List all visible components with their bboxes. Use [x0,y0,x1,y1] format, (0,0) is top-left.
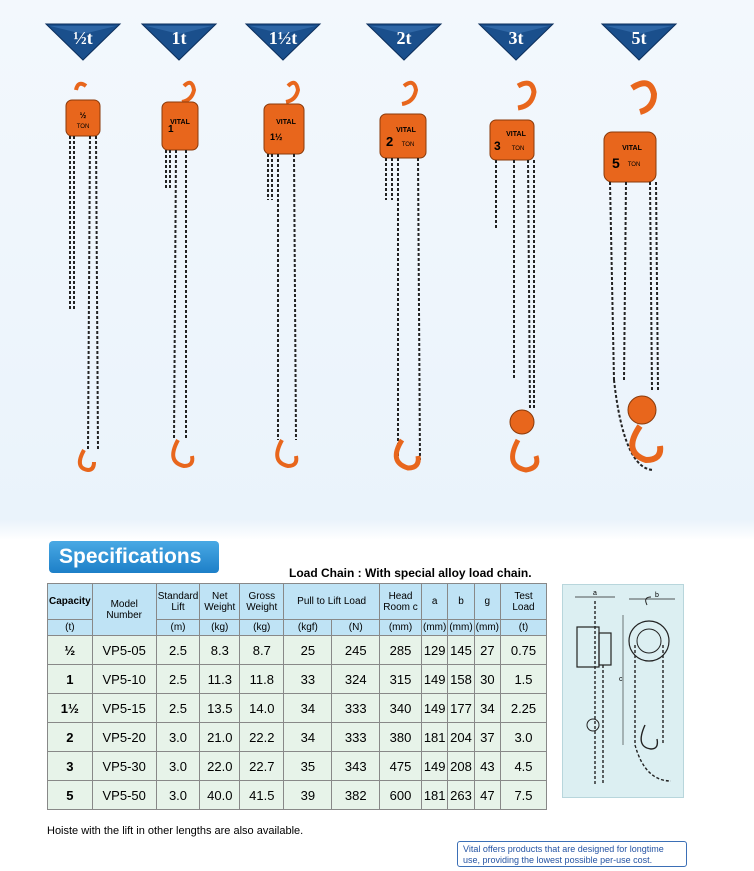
cell-b: 263 [448,781,474,810]
unit-lift: (m) [156,620,200,636]
cell-model: VP5-05 [92,636,156,665]
hoist-2-ton [378,80,428,480]
cell-kgf: 39 [284,781,332,810]
chain-hoist-icon [600,80,670,480]
cell-kgf: 35 [284,752,332,781]
cell-test: 3.0 [501,723,547,752]
cell-a: 149 [422,752,448,781]
cell-lift: 2.5 [156,636,200,665]
cell-a: 181 [422,781,448,810]
cell-gross: 14.0 [240,694,284,723]
cell-lift: 2.5 [156,665,200,694]
hoist-5-ton [600,80,670,480]
cell-test: 1.5 [501,665,547,694]
header-lift: Standard Lift [156,584,200,620]
unit-net: (kg) [200,620,240,636]
unit-pull-kgf: (kgf) [284,620,332,636]
cell-capacity: 1½ [48,694,93,723]
cell-n: 382 [332,781,380,810]
cell-test: 2.25 [501,694,547,723]
cell-b: 208 [448,752,474,781]
cell-g: 43 [474,752,500,781]
header-a: a [422,584,448,620]
hoist-brand: VITAL [396,127,416,134]
hoist-rating: 5 [612,155,620,171]
cell-a: 149 [422,665,448,694]
specifications-heading: Specifications [49,541,219,573]
capacity-badge-half [44,20,122,62]
cell-headroom: 340 [380,694,422,723]
cell-gross: 8.7 [240,636,284,665]
cell-n: 333 [332,694,380,723]
cell-a: 149 [422,694,448,723]
cell-kgf: 34 [284,694,332,723]
header-b: b [448,584,474,620]
cell-kgf: 25 [284,636,332,665]
chain-hoist-icon [156,80,206,480]
cell-net: 13.5 [200,694,240,723]
cell-g: 30 [474,665,500,694]
cell-model: VP5-30 [92,752,156,781]
hoist-unit: TON [401,142,415,148]
hoist-unit: TON [511,146,525,152]
cell-headroom: 475 [380,752,422,781]
cell-lift: 3.0 [156,781,200,810]
cell-model: VP5-20 [92,723,156,752]
specifications-table [47,583,547,810]
hoist-brand: VITAL [170,119,190,126]
unit-g: (mm) [474,620,500,636]
capacity-badge-2 [365,20,443,62]
unit-capacity: (t) [48,620,93,636]
hoist-rating: 3 [494,139,501,153]
capacity-badge-1 [140,20,218,62]
chain-hoist-icon [58,80,108,480]
cell-net: 21.0 [200,723,240,752]
cell-n: 324 [332,665,380,694]
cell-model: VP5-15 [92,694,156,723]
cell-headroom: 315 [380,665,422,694]
cell-gross: 41.5 [240,781,284,810]
cell-kgf: 33 [284,665,332,694]
table-header-row [48,584,547,620]
header-pull: Pull to Lift Load [284,584,380,620]
cell-n: 245 [332,636,380,665]
unit-headroom: (mm) [380,620,422,636]
chain-hoist-icon [488,80,550,480]
table-row [48,665,547,694]
capacity-label: 1½t [268,28,298,48]
hoist-unit: TON [76,124,90,130]
header-gross: Gross Weight [240,584,284,620]
unit-test: (t) [501,620,547,636]
cell-capacity: 1 [48,665,93,694]
capacity-label: ½t [73,28,93,48]
cell-kgf: 34 [284,723,332,752]
chain-hoist-icon [378,80,428,480]
cell-g: 34 [474,694,500,723]
vital-tagline-box: Vital offers products that are designed for longtime use, providing the lowest possible per-use cost. [457,841,687,867]
dim-label-a: a [593,590,597,597]
dimension-diagram [562,584,684,798]
dim-label-b: b [655,592,659,599]
table-row [48,781,547,810]
cell-lift: 2.5 [156,694,200,723]
capacity-badge-3 [477,20,555,62]
cell-n: 343 [332,752,380,781]
unit-b: (mm) [448,620,474,636]
cell-gross: 11.8 [240,665,284,694]
cell-gross: 22.7 [240,752,284,781]
header-net: Net Weight [200,584,240,620]
capacity-badge-1-half [244,20,322,62]
capacity-label: 3t [508,28,524,48]
table-row [48,694,547,723]
cell-a: 129 [422,636,448,665]
cell-g: 47 [474,781,500,810]
cell-lift: 3.0 [156,752,200,781]
cell-capacity: ½ [48,636,93,665]
cell-headroom: 380 [380,723,422,752]
unit-gross: (kg) [240,620,284,636]
cell-lift: 3.0 [156,723,200,752]
cell-test: 4.5 [501,752,547,781]
cell-headroom: 285 [380,636,422,665]
cell-test: 0.75 [501,636,547,665]
cell-model: VP5-50 [92,781,156,810]
table-row [48,752,547,781]
cell-net: 22.0 [200,752,240,781]
cell-b: 145 [448,636,474,665]
hoist-unit: TON [627,162,641,168]
table-row [48,636,547,665]
header-test: Test Load [501,584,547,620]
table-row [48,723,547,752]
availability-note: Hoiste with the lift in other lengths are also available. [47,825,304,837]
load-chain-note: Load Chain : With special alloy load chain. [289,566,532,580]
cell-net: 11.3 [200,665,240,694]
header-model: Model Number [92,584,156,636]
hoist-brand: VITAL [506,131,526,138]
cell-headroom: 600 [380,781,422,810]
hoist-1-ton [156,80,206,480]
header-headroom: Head Room c [380,584,422,620]
cell-capacity: 2 [48,723,93,752]
cell-test: 7.5 [501,781,547,810]
cell-g: 27 [474,636,500,665]
cell-capacity: 5 [48,781,93,810]
cell-capacity: 3 [48,752,93,781]
hoist-brand: VITAL [276,119,296,126]
capacity-label: 5t [631,28,647,48]
hoist-dimension-drawing-icon [563,585,683,797]
capacity-badge-5 [600,20,678,62]
header-g: g [474,584,500,620]
cell-gross: 22.2 [240,723,284,752]
cell-n: 333 [332,723,380,752]
cell-b: 158 [448,665,474,694]
dim-label-c: c [619,676,623,683]
hoist-1-half-ton [260,80,310,480]
hoist-rating: 2 [386,134,394,149]
hoist-half-ton [58,80,108,480]
cell-a: 181 [422,723,448,752]
cell-g: 37 [474,723,500,752]
hoist-brand: VITAL [622,145,642,152]
hoist-rating: 1½ [270,132,283,142]
cell-b: 177 [448,694,474,723]
cell-net: 40.0 [200,781,240,810]
capacity-label: 1t [171,28,187,48]
unit-a: (mm) [422,620,448,636]
chain-hoist-icon [260,80,310,480]
hoist-rating: 1 [168,124,174,135]
capacity-label: 2t [396,28,412,48]
cell-b: 204 [448,723,474,752]
cell-model: VP5-10 [92,665,156,694]
header-capacity: Capacity [48,584,93,620]
hoist-3-ton [488,80,550,480]
hoist-rating: ½ [79,111,87,120]
cell-net: 8.3 [200,636,240,665]
unit-pull-n: (N) [332,620,380,636]
